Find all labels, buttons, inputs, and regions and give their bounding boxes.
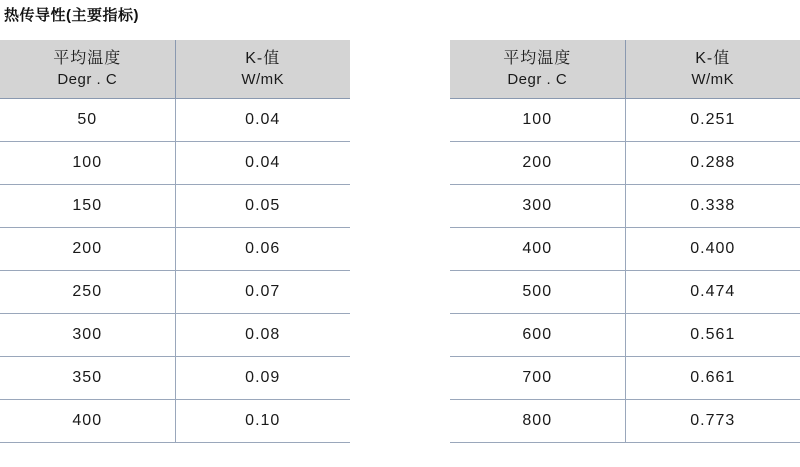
page-title: 热传导性(主要指标) bbox=[4, 7, 139, 24]
table-row bbox=[0, 271, 350, 314]
header-row bbox=[450, 40, 800, 99]
column-header-line1: K-值 bbox=[695, 50, 731, 67]
column-header-line2: Degr . C bbox=[57, 71, 118, 88]
column-header-line2: W/mK bbox=[691, 71, 735, 88]
table-row bbox=[450, 228, 800, 271]
column-header-line2: Degr . C bbox=[507, 71, 568, 88]
cell-temperature: 100 bbox=[450, 99, 625, 142]
table-row bbox=[0, 185, 350, 228]
cell-temperature: 100 bbox=[0, 142, 175, 185]
cell-k-value: 0.400 bbox=[625, 228, 800, 271]
cell-temperature: 50 bbox=[0, 99, 175, 142]
tables-container bbox=[0, 40, 800, 443]
header-row bbox=[0, 40, 350, 99]
column-header-mean-temperature bbox=[450, 40, 625, 99]
cell-temperature: 600 bbox=[450, 314, 625, 357]
column-header-line1: K-值 bbox=[245, 50, 281, 67]
cell-temperature: 800 bbox=[450, 400, 625, 443]
table-row bbox=[0, 142, 350, 185]
column-header-k-value bbox=[625, 40, 800, 99]
cell-k-value: 0.09 bbox=[175, 357, 350, 400]
cell-k-value: 0.08 bbox=[175, 314, 350, 357]
cell-k-value: 0.251 bbox=[625, 99, 800, 142]
cell-k-value: 0.773 bbox=[625, 400, 800, 443]
table-body-right bbox=[450, 99, 800, 443]
table-row bbox=[0, 357, 350, 400]
column-header-k-value bbox=[175, 40, 350, 99]
table-row bbox=[450, 357, 800, 400]
cell-temperature: 400 bbox=[450, 228, 625, 271]
table-row bbox=[450, 314, 800, 357]
cell-k-value: 0.07 bbox=[175, 271, 350, 314]
table-header-right bbox=[450, 40, 800, 99]
table-body-left bbox=[0, 99, 350, 443]
table-row bbox=[0, 400, 350, 443]
cell-k-value: 0.06 bbox=[175, 228, 350, 271]
table-row bbox=[0, 228, 350, 271]
cell-k-value: 0.05 bbox=[175, 185, 350, 228]
thermal-conductivity-table-left bbox=[0, 40, 350, 443]
cell-k-value: 0.474 bbox=[625, 271, 800, 314]
cell-temperature: 700 bbox=[450, 357, 625, 400]
table-row bbox=[450, 185, 800, 228]
cell-k-value: 0.561 bbox=[625, 314, 800, 357]
cell-temperature: 250 bbox=[0, 271, 175, 314]
thermal-conductivity-table-left-wrap bbox=[0, 40, 350, 443]
cell-k-value: 0.288 bbox=[625, 142, 800, 185]
column-header-line1: 平均温度 bbox=[503, 50, 572, 67]
table-header-left bbox=[0, 40, 350, 99]
column-header-line2: W/mK bbox=[241, 71, 285, 88]
table-row bbox=[0, 99, 350, 142]
table-row bbox=[450, 99, 800, 142]
cell-k-value: 0.04 bbox=[175, 142, 350, 185]
cell-temperature: 200 bbox=[450, 142, 625, 185]
cell-temperature: 300 bbox=[0, 314, 175, 357]
cell-k-value: 0.04 bbox=[175, 99, 350, 142]
cell-temperature: 300 bbox=[450, 185, 625, 228]
table-row bbox=[0, 314, 350, 357]
table-row bbox=[450, 142, 800, 185]
cell-k-value: 0.10 bbox=[175, 400, 350, 443]
table-row bbox=[450, 400, 800, 443]
column-header-mean-temperature bbox=[0, 40, 175, 99]
cell-temperature: 150 bbox=[0, 185, 175, 228]
column-header-line1: 平均温度 bbox=[53, 50, 122, 67]
thermal-conductivity-table-right bbox=[450, 40, 800, 443]
thermal-conductivity-table-right-wrap bbox=[450, 40, 800, 443]
cell-k-value: 0.661 bbox=[625, 357, 800, 400]
cell-temperature: 200 bbox=[0, 228, 175, 271]
cell-temperature: 500 bbox=[450, 271, 625, 314]
cell-temperature: 350 bbox=[0, 357, 175, 400]
cell-k-value: 0.338 bbox=[625, 185, 800, 228]
table-row bbox=[450, 271, 800, 314]
cell-temperature: 400 bbox=[0, 400, 175, 443]
